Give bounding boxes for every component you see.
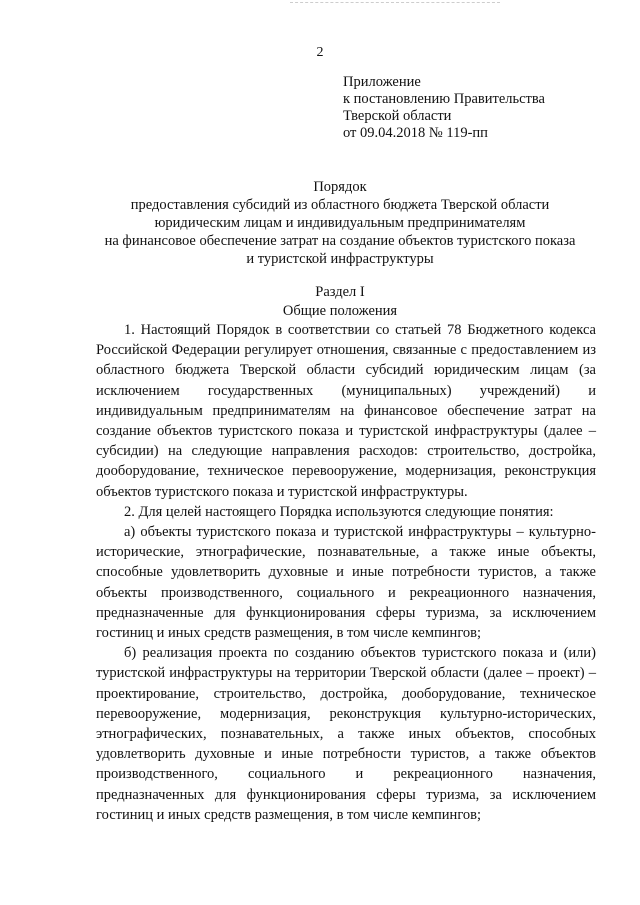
section-name: Общие положения	[282, 303, 398, 319]
document-title	[70, 178, 610, 268]
paragraph: а) объекты туристского показа и туристской инфраструктуры – культурно-исторические, этнографические, познавательные, а также иные объекты, способные удовлетворить духовные и иные потребности туристов, а также объекты производственного, социального и рекреационного назначения, предназначенные для функционирования сферы туризма, за исключением гостиниц и иных средств размещения, в том числе кемпингов;	[96, 524, 596, 642]
appendix-line: к постановлению Правительства	[343, 91, 545, 107]
section-heading	[70, 283, 610, 321]
appendix-line: Приложение	[343, 74, 421, 90]
paragraph: 2. Для целей настоящего Порядка используются следующие понятия:	[124, 503, 554, 520]
title-line: на финансовое обеспечение затрат на создание объектов туристского показа	[104, 233, 576, 249]
appendix-line: от 09.04.2018 № 119-пп	[343, 125, 488, 141]
title-line: Порядок	[313, 179, 367, 195]
title-line: предоставления субсидий из областного бюджета Тверской области	[130, 197, 550, 213]
scan-artifact	[290, 2, 500, 7]
paragraph: б) реализация проекта по созданию объектов туристского показа и (или) туристской инфраструктуры на территории Тверской области (далее – проект) – проектирование, строительство, достройка, дооборудование, техническое перевооружение, модернизация, реконструкция культурно-исторических, этнографических, познавательных, а также иных объектов, способных удовлетворить духовные и иные потребности туристов, а также объектов производственного, социального и рекреационного назначения, предназначенных для функционирования сферы туризма, за исключением гостиниц и иных средств размещения, в том числе кемпингов;	[96, 645, 596, 823]
title-line: юридическим лицам и индивидуальным предпринимателям	[154, 215, 526, 231]
section-number: Раздел I	[315, 284, 365, 300]
appendix-line: Тверской области	[343, 108, 452, 124]
document-body	[96, 320, 596, 825]
paragraph: 1. Настоящий Порядок в соответствии со статьей 78 Бюджетного кодекса Российской Федерации регулирует отношения, связанные с предоставлением из областного бюджета Тверской области субсидий юридическим лицам (за исключением государственных (муниципальных) учреждений) и индивидуальным предпринимателям на финансовое обеспечение затрат на создание объектов туристского показа и туристской инфраструктуры (далее – субсидии) на следующие направления расходов: строительство, достройка, дооборудование, техническое перевооружение, модернизация, реконструкция объектов туристского показа и туристской инфраструктуры.	[96, 322, 596, 500]
appendix-block	[343, 74, 623, 142]
page-number: 2	[316, 45, 324, 60]
title-line: и туристской инфраструктуры	[246, 251, 434, 267]
